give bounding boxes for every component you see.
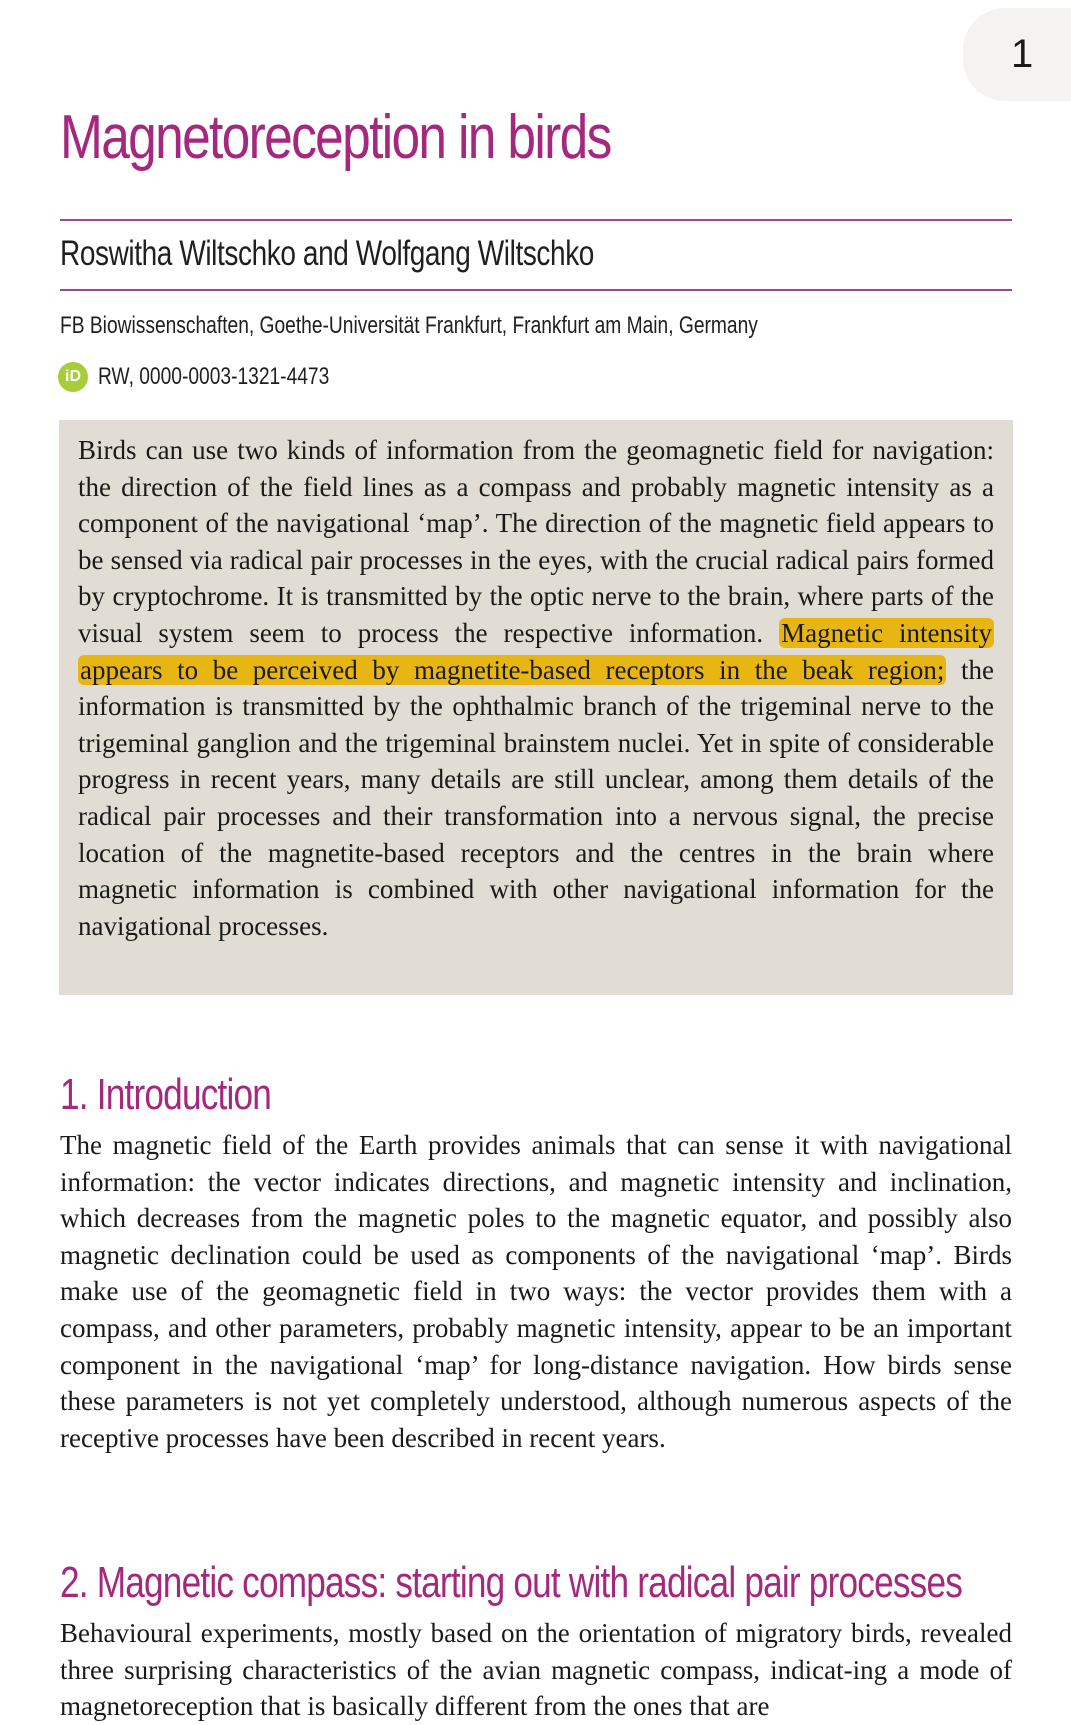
abstract-text-start: Birds can use two kinds of information from the geomagnetic field for navigation: the direction of the field lines as a compass and probably magnetic intensity as a component of the navigational ‘map’. The direction of the magnetic field appears to be sensed via radical pair processes in the eyes, with the crucial radical pairs formed by cryptochrome. It is transmitted by the optic nerve to the brain, where parts of the visual system seem to process the respective information. <box>78 435 994 648</box>
abstract-box <box>59 420 1013 995</box>
compass-paragraph <box>60 1615 1012 1725</box>
orcid-id: RW, 0000-0003-1321-4473 <box>98 363 330 390</box>
abstract-text <box>78 432 994 944</box>
introduction-text: The magnetic field of the Earth provides animals that can sense it with navigational information: the vector indicates directions, and magnetic intensity and inclination, which decreases from the magnetic poles to the magnetic equator, and possibly also magnetic declination could be used as components of the navigational ‘map’. Birds make use of the geomagnetic field in two ways: the vector provides them with a compass, and other parameters, probably magnetic intensity, appear to be an important component in the navigational ‘map’ for long-distance navigation. How birds sense these parameters is not yet completely understood, although numerous aspects of the receptive processes have been described in recent years. <box>60 1130 1012 1453</box>
authors-divider <box>60 289 1012 291</box>
abstract-text-end: the information is transmitted by the ophthalmic branch of the trigeminal nerve to the trigeminal ganglion and the trigeminal brainstem nuclei. Yet in spite of considerable progress in recent years, many details are still unclear, among them details of the radical pair processes and their transformation into a nervous signal, the precise location of the magnetite-based receptors and the centres in the brain where magnetic information is combined with other navigational information for the navigational processes. <box>78 654 994 941</box>
section-heading-introduction: 1. Introduction <box>60 1070 272 1119</box>
abstract-highlight[interactable]: Magnetic intensity appears to be perceived by magnetite-based receptors in the beak region; <box>80 617 992 685</box>
page-number: 1 <box>963 8 1071 101</box>
orcid-icon[interactable]: iD <box>58 362 88 392</box>
orcid-line[interactable] <box>58 362 387 392</box>
paper-title: Magnetoreception in birds <box>60 103 611 172</box>
introduction-paragraph <box>60 1127 1012 1456</box>
section-heading-magnetic-compass: 2. Magnetic compass: starting out with radical pair processes <box>60 1558 963 1607</box>
authors: Roswitha Wiltschko and Wolfgang Wiltschko <box>60 234 594 273</box>
title-divider <box>60 219 1012 221</box>
affiliation: FB Biowissenschaften, Goethe-Universität Frankfurt, Frankfurt am Main, Germany <box>60 312 758 339</box>
compass-text: Behavioural experiments, mostly based on the orientation of migratory birds, revealed three surprising characteristics of the avian magnetic compass, indicat-ing a mode of magnetoreception that is basically different from the ones that are <box>60 1618 1012 1722</box>
